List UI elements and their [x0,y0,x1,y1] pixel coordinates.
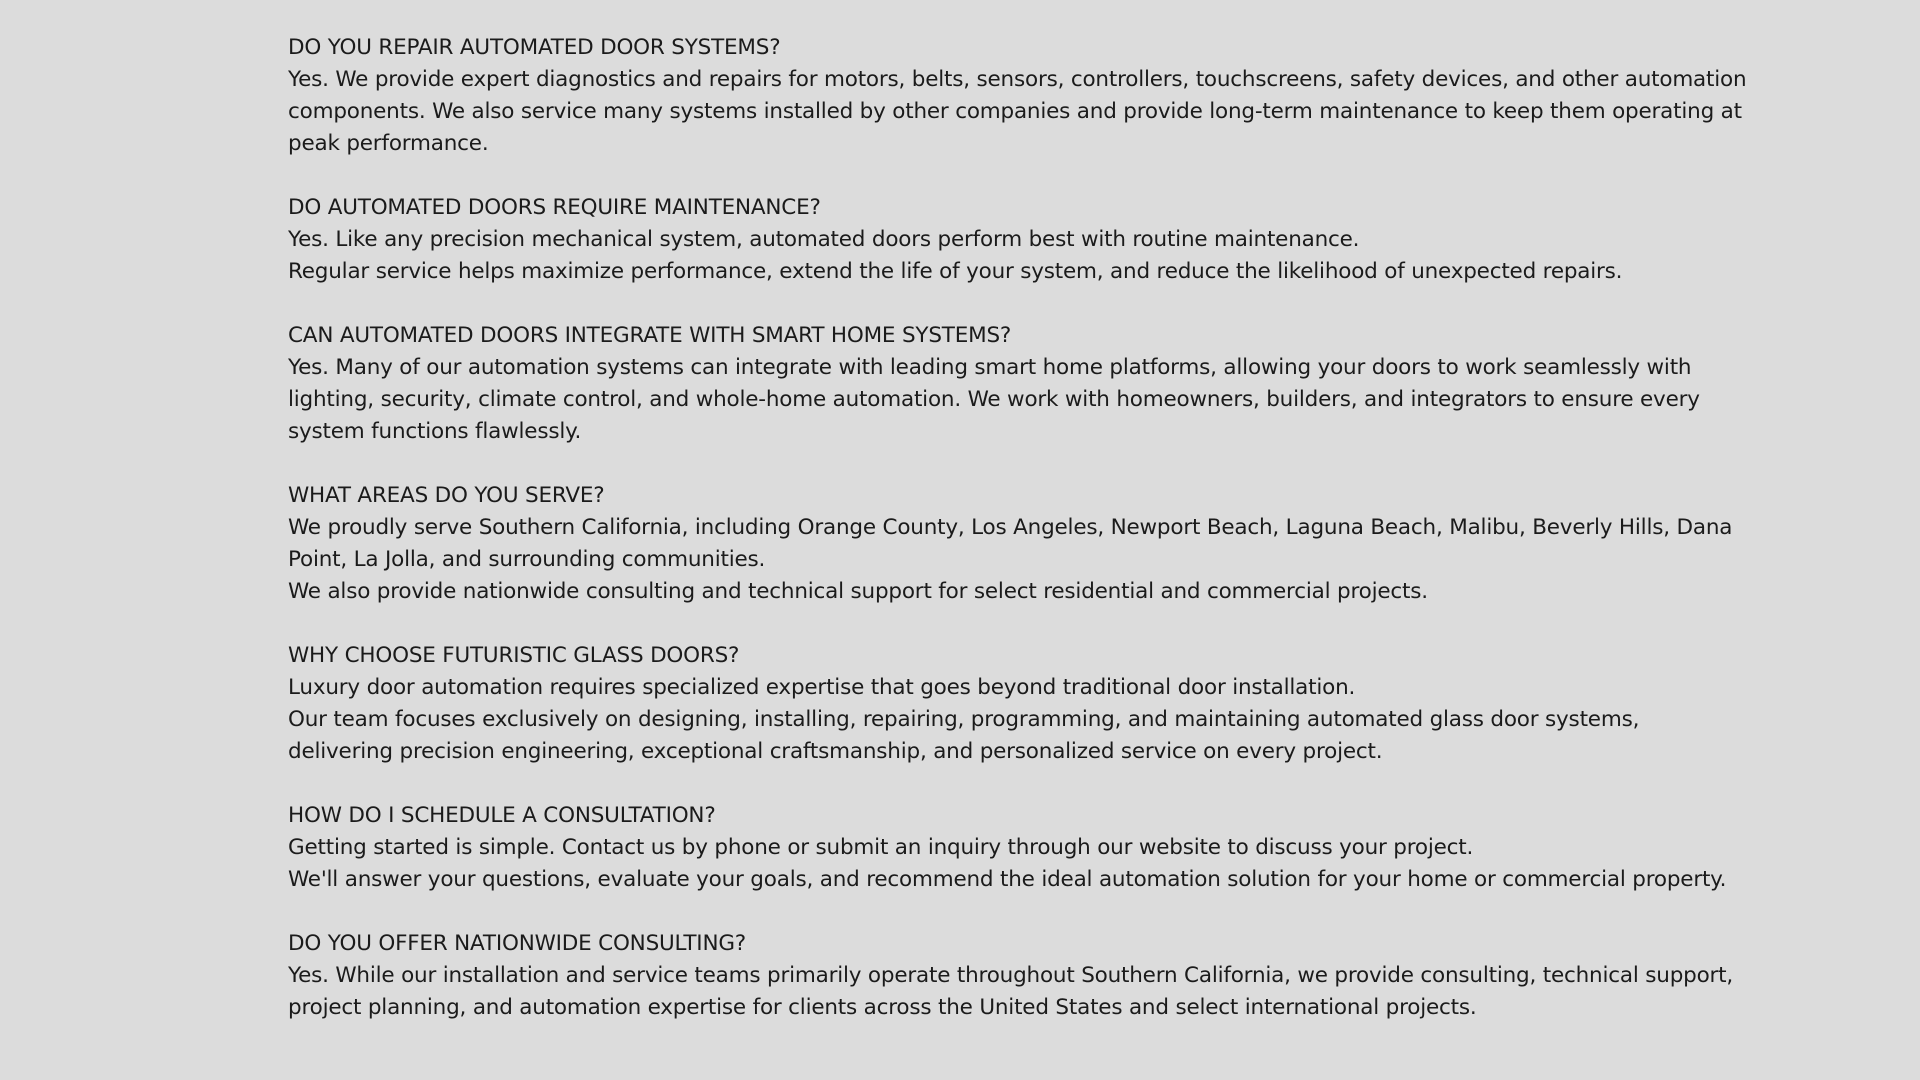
faq-item-smart-home [288,320,1748,448]
faq-answer-paragraph: Yes. We provide expert diagnostics and repairs for motors, belts, sensors, controllers, touchscreens, safety devices, and other automation components. We also service many systems installed by other companies and provide long-term maintenance to keep them operating at peak performance. [288,67,1747,156]
faq-answer-paragraph: Our team focuses exclusively on designing, installing, repairing, programming, and maintaining automated glass door systems, delivering precision engineering, exceptional craftsmanship, and personalized service on every project. [288,707,1640,764]
faq-answer-paragraph: We proudly serve Southern California, including Orange County, Los Angeles, Newport Beach, Laguna Beach, Malibu, Beverly Hills, Dana Point, La Jolla, and surrounding communities. [288,515,1733,572]
faq-item-repair [288,32,1748,160]
faq-question: DO YOU OFFER NATIONWIDE CONSULTING? [288,931,747,956]
faq-answer [288,832,1748,896]
faq-answer-paragraph: Getting started is simple. Contact us by phone or submit an inquiry through our website to discuss your project. [288,835,1474,860]
faq-question: CAN AUTOMATED DOORS INTEGRATE WITH SMART HOME SYSTEMS? [288,323,1012,348]
faq-answer-paragraph: Yes. Many of our automation systems can integrate with leading smart home platforms, allowing your doors to work seamlessly with lighting, security, climate control, and whole-home automation. We work with homeowners, builders, and integrators to ensure every system functions flawlessly. [288,355,1700,444]
faq-question: DO YOU REPAIR AUTOMATED DOOR SYSTEMS? [288,35,781,60]
faq-item-service-areas [288,480,1748,608]
faq-answer-paragraph: Yes. Like any precision mechanical system, automated doors perform best with routine maintenance. [288,227,1360,252]
faq-answer [288,512,1748,608]
faq-answer-paragraph: Luxury door automation requires specialized expertise that goes beyond traditional door installation. [288,675,1356,700]
faq-answer [288,960,1748,1024]
faq-answer-paragraph: We also provide nationwide consulting and technical support for select residential and commercial projects. [288,579,1428,604]
faq-answer-paragraph: Regular service helps maximize performance, extend the life of your system, and reduce the likelihood of unexpected repairs. [288,259,1623,284]
faq-answer-paragraph: Yes. While our installation and service teams primarily operate throughout Southern California, we provide consulting, technical support, project planning, and automation expertise for clients across the United States and select international projects. [288,963,1734,1020]
faq-item-maintenance [288,192,1748,288]
faq-item-nationwide [288,928,1748,1024]
faq-answer [288,224,1748,288]
faq-item-why-choose [288,640,1748,768]
faq-question: WHY CHOOSE FUTURISTIC GLASS DOORS? [288,643,740,668]
faq-item-schedule [288,800,1748,896]
faq-answer [288,672,1748,768]
faq-answer [288,352,1748,448]
faq-question: WHAT AREAS DO YOU SERVE? [288,483,605,508]
faq-answer-paragraph: We'll answer your questions, evaluate your goals, and recommend the ideal automation solution for your home or commercial property. [288,867,1727,892]
faq-question: DO AUTOMATED DOORS REQUIRE MAINTENANCE? [288,195,821,220]
faq-section [288,32,1748,1056]
faq-answer [288,64,1748,160]
faq-question: HOW DO I SCHEDULE A CONSULTATION? [288,803,716,828]
